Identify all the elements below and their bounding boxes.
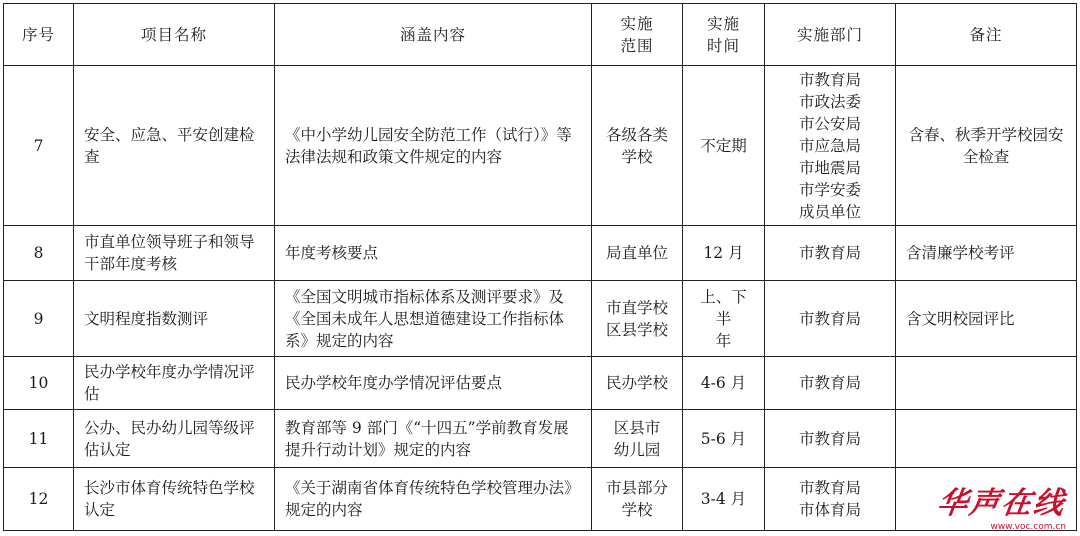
cell-note [896,468,1077,531]
cell-dept: 市教育局 市体育局 [765,468,896,531]
cell-scope: 市直学校 区县学校 [592,281,683,357]
cell-note: 含文明校园评比 [896,281,1077,357]
table-row [4,410,1077,468]
evaluation-table [3,3,1077,531]
cell-time: 3-4 月 [683,468,765,531]
cell-content: 年度考核要点 [275,226,592,281]
cell-content: 教育部等 9 部门《“十四五”学前教育发展提升行动计划》规定的内容 [275,410,592,468]
watermark-url: www.voc.com.cn [990,522,1066,532]
cell-content: 民办学校年度办学情况评估要点 [275,357,592,410]
cell-scope: 区县市 幼儿园 [592,410,683,468]
header-note: 备注 [896,4,1077,66]
cell-content: 《全国文明城市指标体系及测评要求》及《全国未成年人思想道德建设工作指标体系》规定的内容 [275,281,592,357]
cell-dept: 市教育局 [765,357,896,410]
cell-time: 4-6 月 [683,357,765,410]
header-time: 实施 时间 [683,4,765,66]
table-row [4,357,1077,410]
cell-scope: 市县部分 学校 [592,468,683,531]
table-row [4,468,1077,531]
table-row [4,281,1077,357]
cell-name: 长沙市体育传统特色学校认定 [74,468,275,531]
cell-name: 文明程度指数测评 [74,281,275,357]
cell-no: 11 [4,410,74,468]
cell-dept: 市教育局 市政法委 市公安局 市应急局 市地震局 市学安委 成员单位 [765,66,896,226]
cell-name: 民办学校年度办学情况评估 [74,357,275,410]
cell-no: 8 [4,226,74,281]
cell-dept: 市教育局 [765,226,896,281]
cell-note [896,410,1077,468]
table-row [4,226,1077,281]
cell-no: 7 [4,66,74,226]
cell-time: 5-6 月 [683,410,765,468]
header-scope: 实施 范围 [592,4,683,66]
header-dept: 实施部门 [765,4,896,66]
cell-scope: 各级各类 学校 [592,66,683,226]
cell-note [896,357,1077,410]
cell-no: 10 [4,357,74,410]
cell-content: 《中小学幼儿园安全防范工作（试行）》等法律法规和政策文件规定的内容 [275,66,592,226]
header-content: 涵盖内容 [275,4,592,66]
cell-time: 上、下半 年 [683,281,765,357]
cell-dept: 市教育局 [765,281,896,357]
cell-time: 不定期 [683,66,765,226]
cell-time: 12 月 [683,226,765,281]
header-no: 序号 [4,4,74,66]
cell-scope: 局直单位 [592,226,683,281]
watermark-logo: 华声在线 [935,486,1068,521]
cell-name: 市直单位领导班子和领导干部年度考核 [74,226,275,281]
table-row [4,66,1077,226]
header-name: 项目名称 [74,4,275,66]
cell-note: 含清廉学校考评 [896,226,1077,281]
cell-dept: 市教育局 [765,410,896,468]
cell-name: 公办、民办幼儿园等级评估认定 [74,410,275,468]
cell-note: 含春、秋季开学校园安全检查 [896,66,1077,226]
header-row [4,4,1077,66]
cell-name: 安全、应急、平安创建检查 [74,66,275,226]
cell-no: 12 [4,468,74,531]
cell-no: 9 [4,281,74,357]
cell-content: 《关于湖南省体育传统特色学校管理办法》规定的内容 [275,468,592,531]
cell-scope: 民办学校 [592,357,683,410]
